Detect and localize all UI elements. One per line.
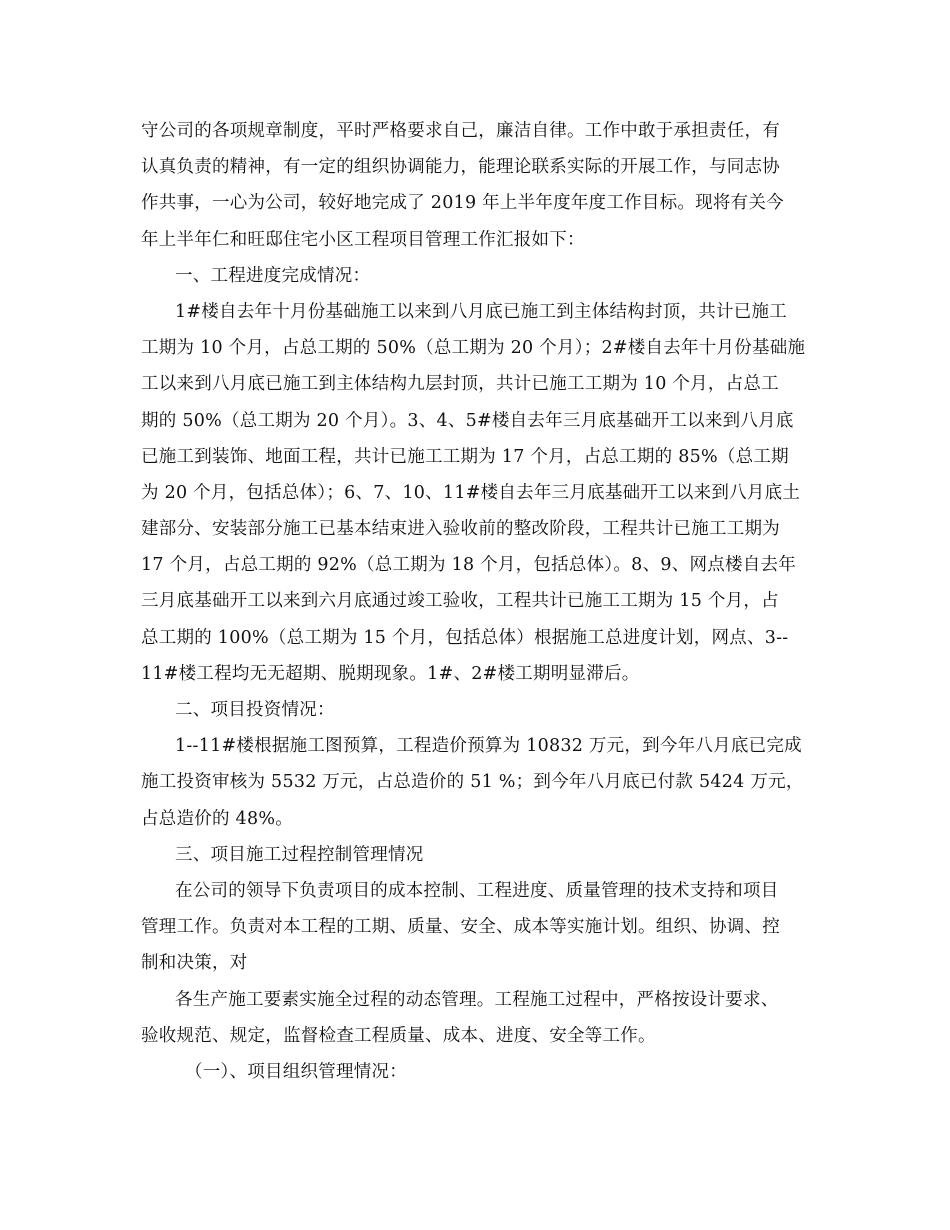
document-body bbox=[141, 113, 813, 1090]
body-text-line: 期的 50%（总工期为 20 个月）。3、4、5#楼自去年三月底基础开工以来到八月底 bbox=[141, 410, 794, 431]
section-heading-progress: 一、工程进度完成情况： bbox=[175, 265, 371, 286]
body-text-line: 守公司的各项规章制度，平时严格要求自己，廉洁自律。工作中敢于承担责任，有 bbox=[141, 121, 780, 141]
paragraph-start-line: 各生产施工要素实施全过程的动态管理。工程施工过程中，严格按设计要求、 bbox=[175, 989, 779, 1010]
body-text-line: 年上半年仁和旺邸住宅小区工程项目管理工作汇报如下： bbox=[141, 229, 585, 250]
paragraph-start-line: 1--11#楼根据施工图预算，工程造价预算为 10832 万元，到今年八月底已完成 bbox=[175, 736, 802, 757]
section-heading-process-control: 三、项目施工过程控制管理情况 bbox=[175, 844, 424, 865]
body-text-line: 已施工到装饰、地面工程，共计已施工工期为 17 个月，占总工期的 85%（总工期 bbox=[141, 446, 789, 467]
body-text-line: 建部分、安装部分施工已基本结束进入验收前的整改阶段，工程共计已施工工期为 bbox=[141, 519, 780, 540]
body-text-line: 管理工作。负责对本工程的工期、质量、安全、成本等实施计划。组织、协调、控 bbox=[141, 917, 780, 938]
body-text-line: 工以来到八月底已施工到主体结构九层封顶，共计已施工工期为 10 个月，占总工 bbox=[141, 374, 779, 395]
body-text-line: 认真负责的精神，有一定的组织协调能力，能理论联系实际的开展工作，与同志协 bbox=[141, 157, 780, 178]
body-text-line: 17 个月，占总工期的 92%（总工期为 18 个月，包括总体）。8、9、网点楼自去年 bbox=[141, 555, 796, 576]
body-text-line: 施工投资审核为 5532 万元，占总造价的 51 %；到今年八月底已付款 5424 万元， bbox=[141, 772, 804, 793]
body-text-line: 总工期的 100%（总工期为 15 个月，包括总体）根据施工总进度计划，网点、3-- bbox=[141, 627, 789, 648]
paragraph-start-line: 在公司的领导下负责项目的成本控制、工程进度、质量管理的技术支持和项目 bbox=[175, 880, 779, 901]
section-heading-investment: 二、项目投资情况： bbox=[175, 700, 335, 720]
subsection-heading-organization: （一）、项目组织管理情况： bbox=[185, 1061, 407, 1082]
body-text-line: 制和决策，对 bbox=[141, 953, 248, 974]
body-text-line: 占总造价的 48%。 bbox=[141, 808, 293, 829]
body-text-line: 工期为 10 个月，占总工期的 50%（总工期为 20 个月）；2#楼自去年十月份基础施 bbox=[141, 338, 806, 359]
body-text-line: 作共事，一心为公司，较好地完成了 2019 年上半年度年度工作目标。现将有关今 bbox=[141, 193, 784, 214]
body-text-line: 验收规范、规定，监督检查工程质量、成本、进度、安全等工作。 bbox=[141, 1025, 656, 1046]
body-text-line: 11#楼工程均无无超期、脱期现象。1#、2#楼工期明显滞后。 bbox=[141, 663, 640, 684]
body-text-line: 为 20 个月，包括总体）；6、7、10、11#楼自去年三月底基础开工以来到八月底土 bbox=[141, 482, 801, 503]
body-text-line: 三月底基础开工以来到六月底通过竣工验收，工程共计已施工工期为 15 个月，占 bbox=[141, 591, 779, 612]
paragraph-start-line: 1#楼自去年十月份基础施工以来到八月底已施工到主体结构封顶，共计已施工 bbox=[175, 301, 788, 322]
